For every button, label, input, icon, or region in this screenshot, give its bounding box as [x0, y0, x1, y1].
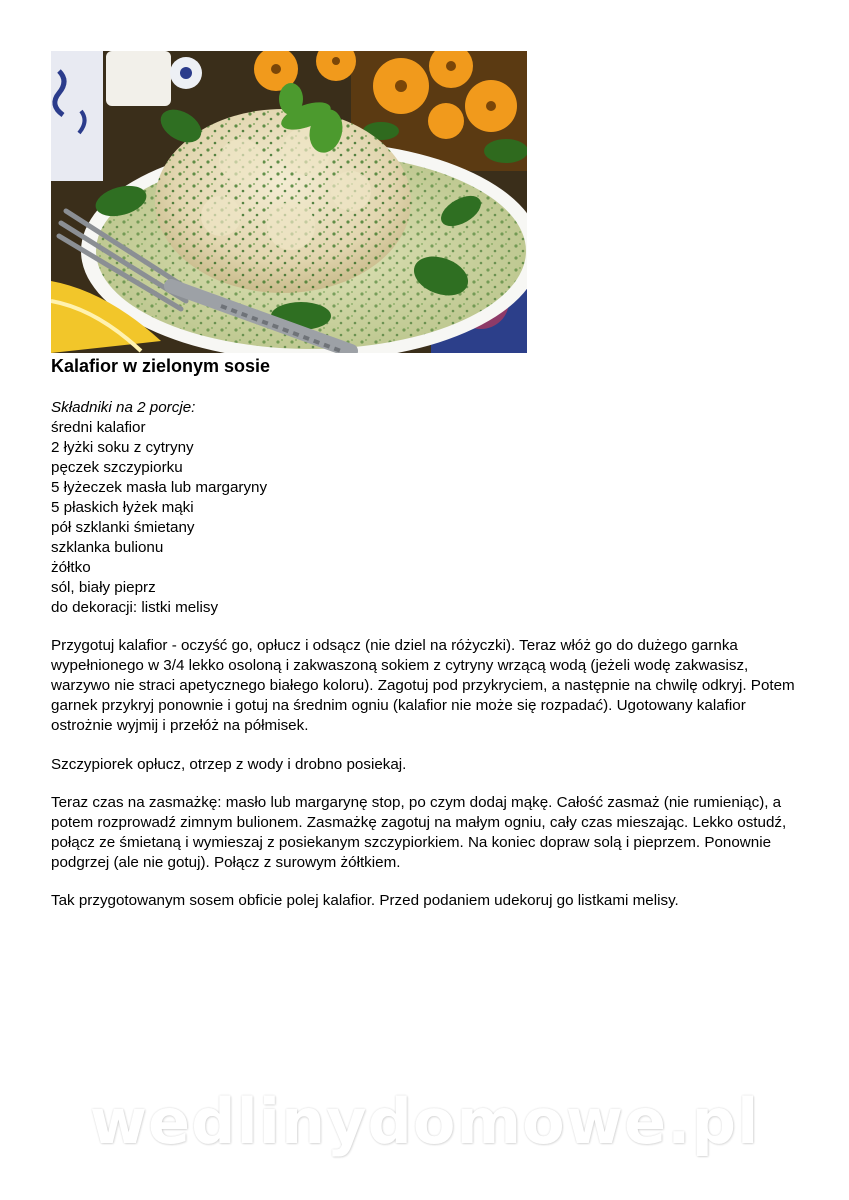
step-paragraph: Szczypiorek opłucz, otrzep z wody i drobno posiekaj. [51, 756, 407, 773]
ingredient-item: sól, biały pieprz [51, 579, 156, 596]
step-paragraph: Tak przygotowanym sosem obficie polej kalafior. Przed podaniem udekoruj go listkami melisy. [51, 892, 679, 909]
ingredient-item: szklanka bulionu [51, 539, 164, 556]
ingredient-item: żółtko [51, 559, 91, 576]
ingredient-item: pół szklanki śmietany [51, 519, 195, 536]
ingredient-item: 5 łyżeczek masła lub margaryny [51, 479, 268, 496]
step-paragraph: Teraz czas na zasmażkę: masło lub margarynę stop, po czym dodaj mąkę. Całość zasmaż (nie rumieniąc), a potem rozprowadź zimnym bulionem. Zasmażkę zagotuj na małym ogniu, cały czas mieszając. Lekko ostudź, połącz ze śmietaną i wymieszaj z posiekanym szczypiorkiem. Na koniec dopraw solą i pieprzem. Ponownie podgrzej (ale nie gotuj). Połącz z surowym żółtkiem. [51, 794, 787, 871]
ingredient-item: do dekoracji: listki melisy [51, 599, 219, 616]
ingredient-item: 5 płaskich łyżek mąki [51, 499, 194, 516]
ingredient-item: średni kalafior [51, 419, 146, 436]
site-watermark: wedlinydomowe.pl [89, 1085, 760, 1158]
ingredient-item: pęczek szczypiorku [51, 459, 183, 476]
ingredients-list [51, 398, 796, 618]
step-paragraph: Przygotuj kalafior - oczyść go, opłucz i odsącz (nie dziel na różyczki). Teraz włóż go do dużego garnka wypełnionego w 3/4 lekko osoloną i zakwaszoną sokiem z cytryny wrzącą wodą (jeżeli wodę zakwasisz, warzywo nie straci apetycznego białego koloru). Zagotuj pod przykryciem, a następnie na chwilę odkryj. Potem garnek przykryj ponownie i gotuj na średnim ogniu (kalafior nie może się rozpadać). Ugotowany kalafior ostrożnie wyjmij i przełóż na półmisek. [51, 637, 795, 734]
recipe-photo [51, 51, 527, 353]
recipe-title: Kalafior w zielonym sosie [51, 356, 271, 376]
ingredients-heading: Składniki na 2 porcje: [51, 399, 196, 416]
ingredient-item: 2 łyżki soku z cytryny [51, 439, 194, 456]
